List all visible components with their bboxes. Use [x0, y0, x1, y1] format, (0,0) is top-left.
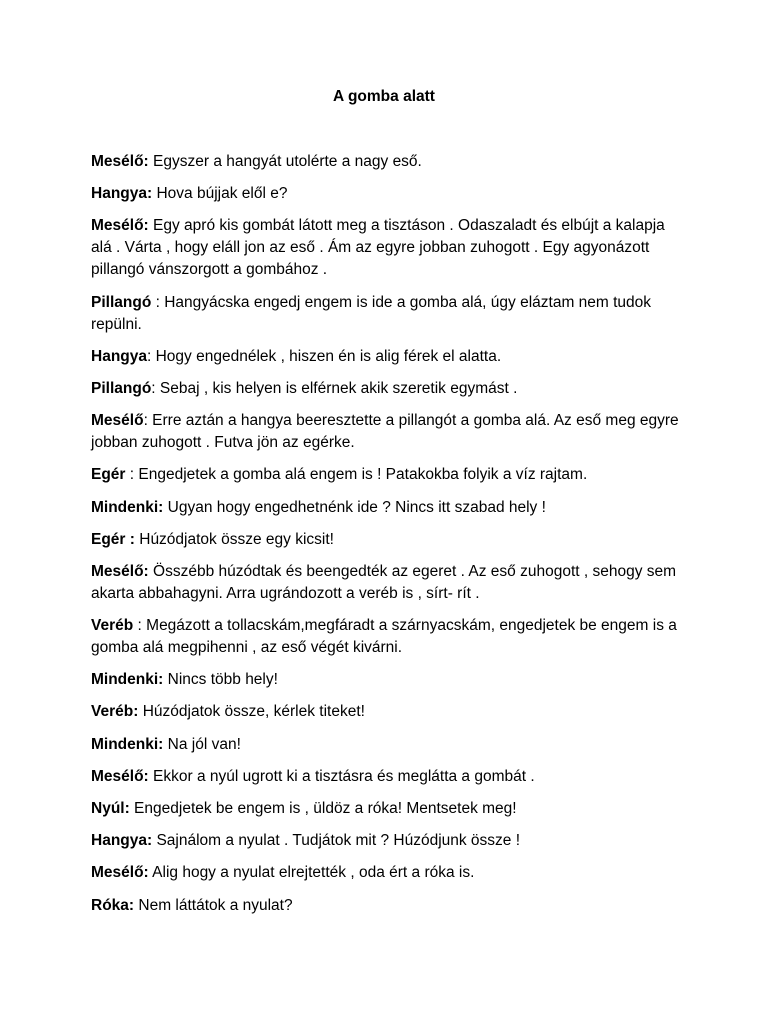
line-text: Sajnálom a nyulat . Tudjátok mit ? Húzódjunk össze ! [152, 832, 521, 850]
speaker-name: Mesélő: [91, 864, 149, 882]
dialogue-line [91, 669, 681, 691]
line-text: Ugyan hogy engedhetnénk ide ? Nincs itt szabad hely ! [163, 498, 546, 516]
dialogue-line [91, 895, 681, 917]
speaker-name: Veréb [91, 617, 134, 635]
dialogue-line [91, 464, 681, 486]
line-text: Nincs több hely! [163, 671, 278, 689]
speaker-name: Róka: [91, 896, 135, 914]
line-text: Hova bújjak elől e? [152, 185, 288, 203]
line-text: Egy apró kis gombát látott meg a tisztáson . Odaszaladt és elbújt a kalapja alá . Várta , hogy eláll jon az eső . Ám az egyre jobban zuhogott . Egy agyonázott pillangó vánszorgott a gombához . [91, 217, 665, 279]
line-text: Húzódjatok össze, kérlek titeket! [138, 703, 365, 721]
speaker-name: Nyúl: [91, 800, 130, 817]
dialogue-line [91, 378, 681, 400]
speaker-name: Mindenki: [91, 498, 164, 516]
speaker-name: Egér : [91, 530, 135, 548]
line-text: Összébb húzódtak és beengedték az egeret . Az eső zuhogott , sehogy sem akarta abbahagyni. Arra ugrándozott a veréb is , sírt- rít . [91, 562, 677, 602]
dialogue-body [91, 151, 681, 927]
line-text: Alig hogy a nyulat elrejtették , oda ért a róka is. [148, 864, 475, 882]
dialogue-line [91, 615, 681, 659]
dialogue-line [91, 701, 681, 723]
dialogue-line [91, 862, 681, 884]
line-text: Ekkor a nyúl ugrott ki a tisztásra és meglátta a gombát . [148, 767, 535, 785]
document-title: A gomba alatt [333, 88, 435, 105]
dialogue-line [91, 497, 681, 519]
dialogue-line [91, 734, 681, 756]
speaker-name: Mesélő: [91, 767, 149, 785]
line-text: : Hogy engednélek , hiszen én is alig férek el alatta. [147, 347, 502, 365]
dialogue-line [91, 766, 681, 788]
speaker-name: Egér [91, 466, 126, 484]
line-text: Egyszer a hangyát utolérte a nagy eső. [148, 153, 422, 170]
speaker-name: Hangya: [91, 185, 153, 203]
dialogue-line [91, 215, 681, 281]
speaker-name: Mesélő: [91, 217, 149, 235]
line-text: Húzódjatok össze egy kicsit! [134, 530, 334, 548]
dialogue-line [91, 830, 681, 852]
line-text: Na jól van! [163, 735, 241, 753]
speaker-name: Pillangó [91, 293, 152, 311]
speaker-name: Hangya [91, 347, 147, 365]
dialogue-line [91, 151, 681, 173]
speaker-name: Pillangó [91, 379, 152, 397]
dialogue-line [91, 798, 681, 820]
speaker-name: Mindenki: [91, 671, 164, 689]
dialogue-line [91, 410, 681, 454]
dialogue-line [91, 346, 681, 368]
line-text: : Megázott a tollacskám,megfáradt a szárnyacskám, engedjetek be engem is a gomba alá megpihenni , az eső végét kivárni. [91, 617, 677, 657]
speaker-name: Hangya: [91, 832, 153, 850]
line-text: Nem láttátok a nyulat? [134, 896, 293, 914]
line-text: Engedjetek be engem is , üldöz a róka! Mentsetek meg! [129, 800, 517, 817]
line-text: : Sebaj , kis helyen is elférnek akik szeretik egymást . [151, 379, 518, 397]
speaker-name: Veréb: [91, 703, 139, 721]
dialogue-line [91, 183, 681, 205]
line-text: : Erre aztán a hangya beeresztette a pillangót a gomba alá. Az eső meg egyre jobban zuhogott . Futva jön az egérke. [91, 412, 679, 452]
speaker-name: Mesélő [91, 412, 144, 430]
dialogue-line [91, 529, 681, 551]
line-text: : Hangyácska engedj engem is ide a gomba alá, úgy eláztam nem tudok repülni. [91, 293, 652, 333]
speaker-name: Mesélő: [91, 153, 149, 170]
line-text: : Engedjetek a gomba alá engem is ! Patakokba folyik a víz rajtam. [125, 466, 588, 484]
speaker-name: Mesélő: [91, 562, 149, 580]
speaker-name: Mindenki: [91, 735, 164, 753]
dialogue-line [91, 561, 681, 605]
dialogue-line [91, 292, 681, 336]
